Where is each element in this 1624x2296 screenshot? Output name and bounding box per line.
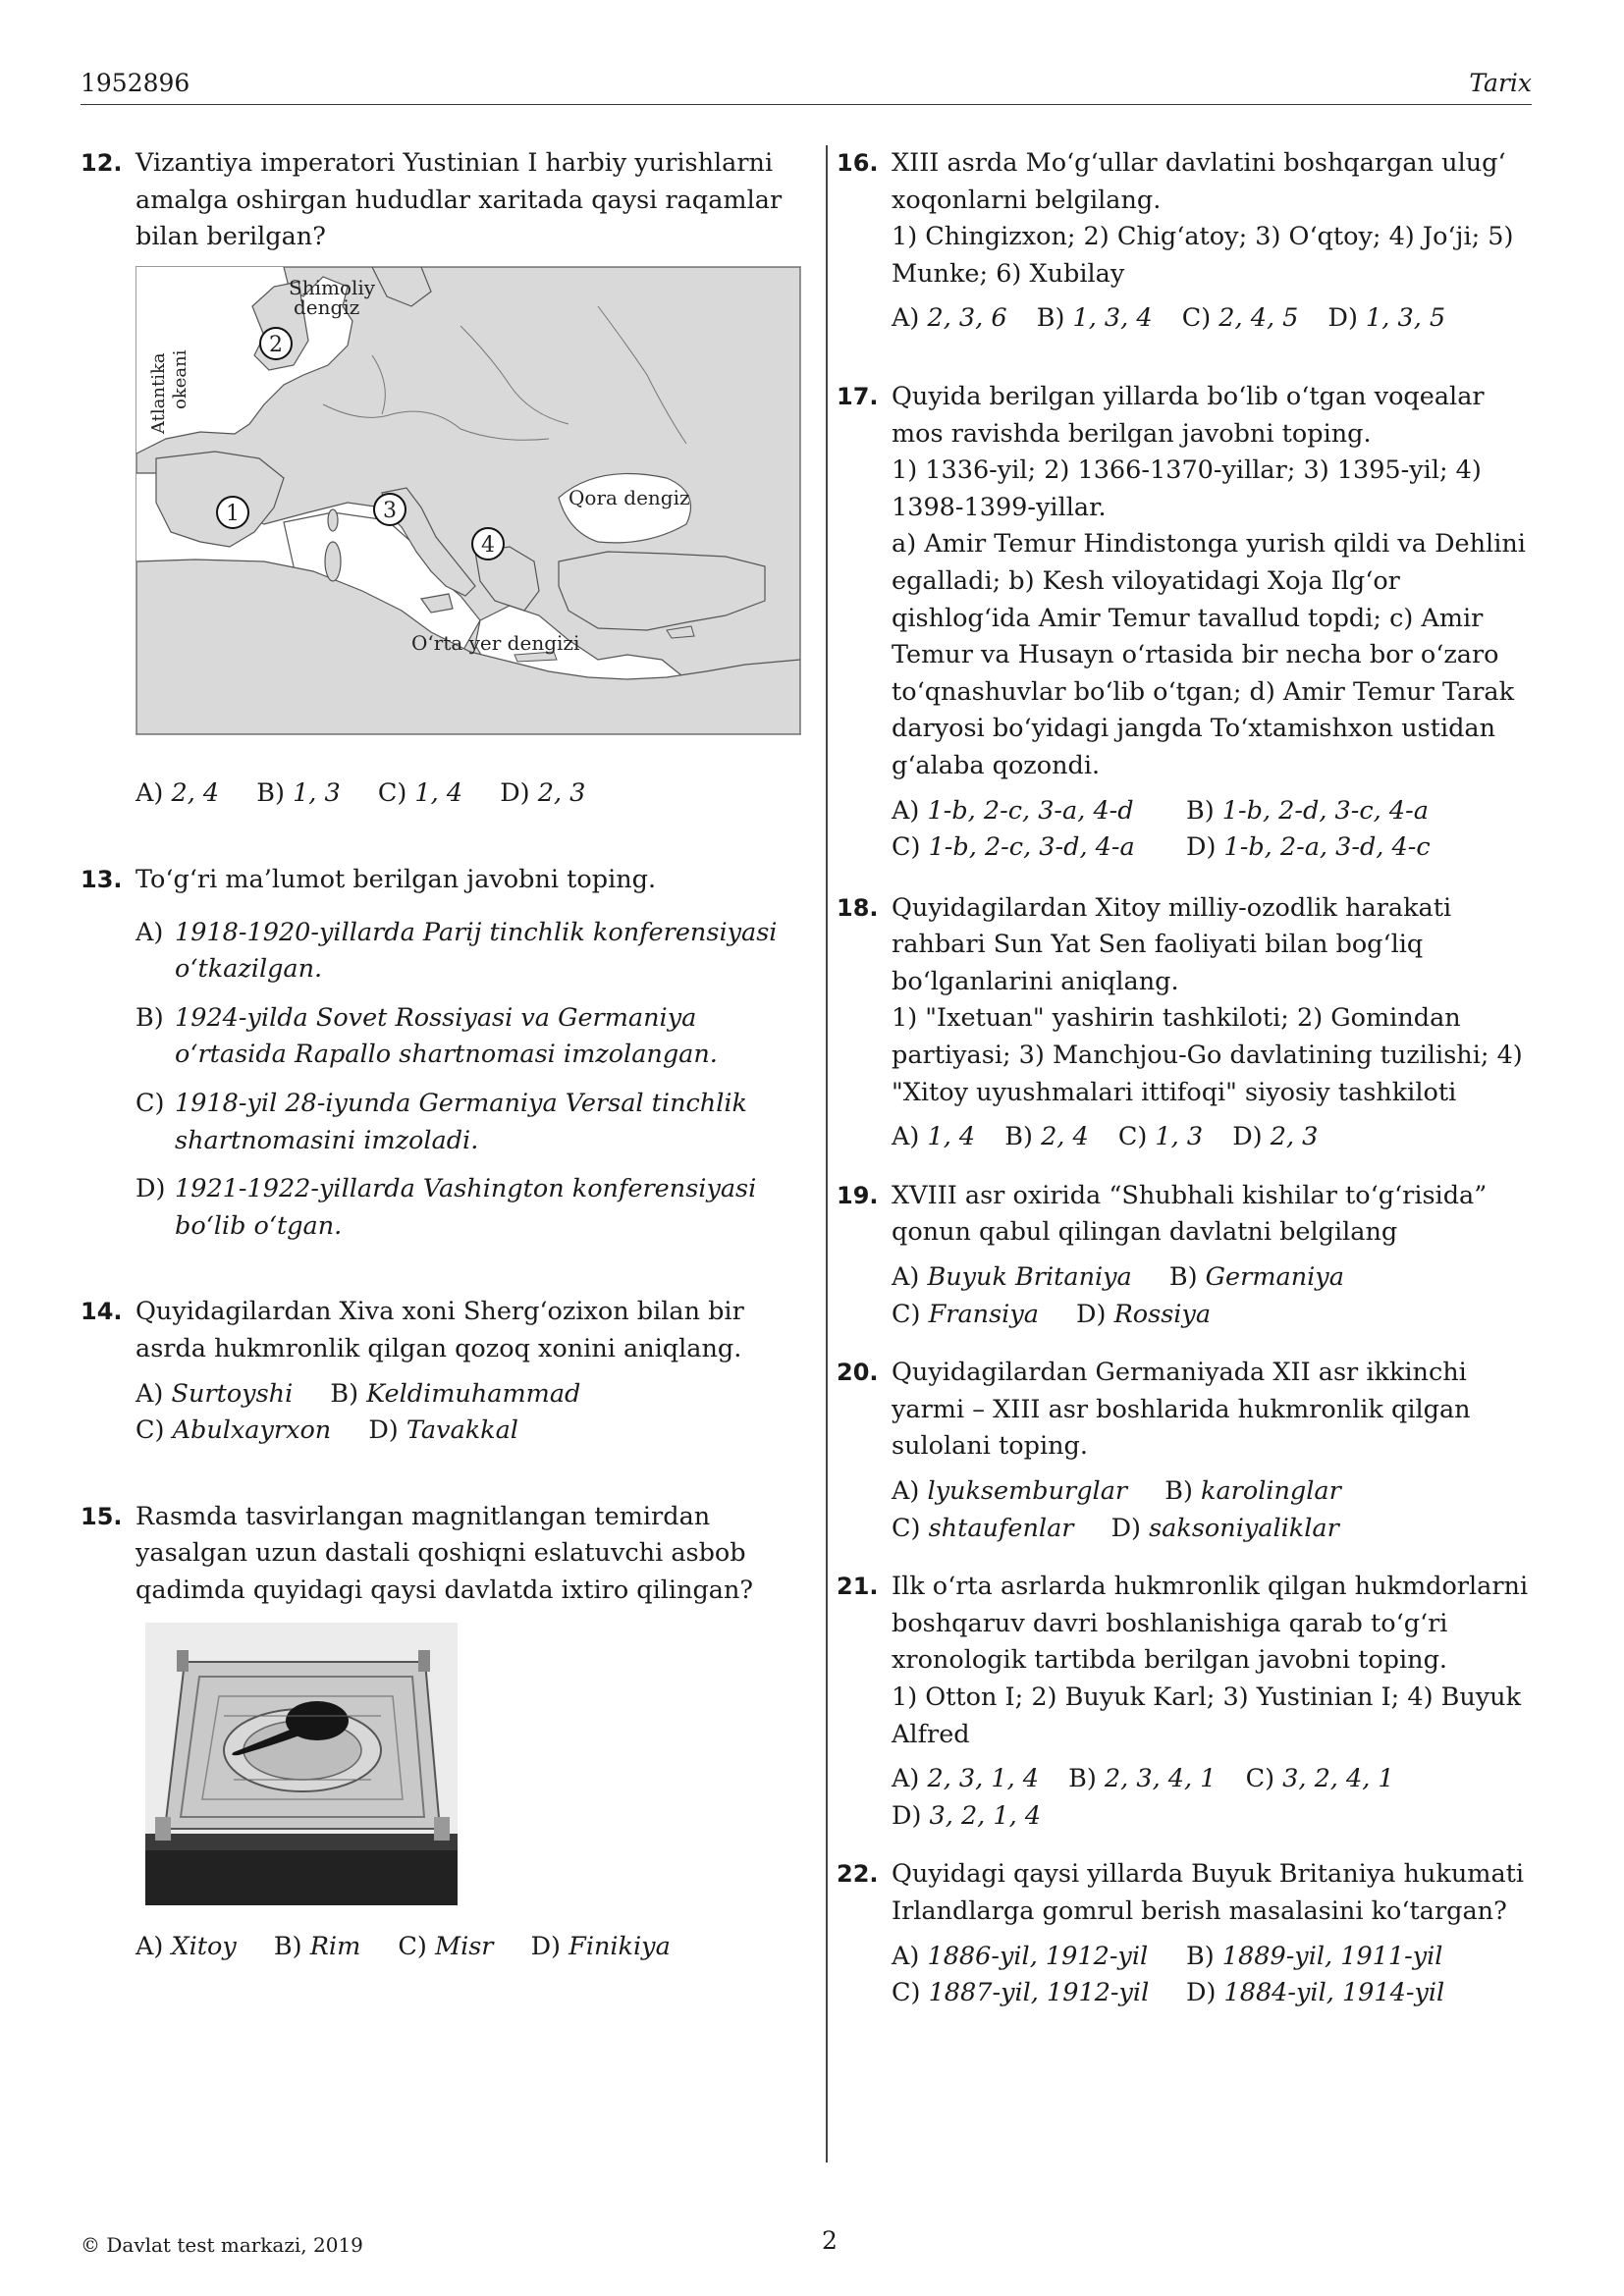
answer-options	[892, 300, 1532, 338]
option-c[interactable]: C) shtaufenlar	[892, 1513, 1074, 1543]
option-c[interactable]: C) 3, 2, 4, 1	[1245, 1764, 1394, 1794]
question-text: Vizantiya imperatori Yustinian I harbiy yurishlarni amalga oshirgan hududlar xaritada qaysi raqamlar bilan berilgan?	[135, 148, 783, 252]
option-c[interactable]: C) 1, 3	[1117, 1122, 1204, 1152]
option-a[interactable]: A) 1-b, 2-c, 3-a, 4-d	[892, 795, 1134, 826]
question-number: 18.	[837, 893, 879, 922]
question-13	[81, 862, 807, 1245]
option-d[interactable]: D) Finikiya	[530, 1932, 671, 1962]
page-header	[81, 65, 1532, 105]
svg-text:2: 2	[269, 332, 283, 357]
question-number: 17.	[837, 382, 879, 410]
map-marker-3	[374, 494, 406, 525]
question-number: 16.	[837, 149, 879, 177]
option-a[interactable]: A) 1886-yil, 1912-yil	[892, 1941, 1149, 1971]
option-c[interactable]: C) Misr	[398, 1932, 494, 1962]
question-text: Quyidagilardan Xiva xoni Sherg‘ozixon bilan bir asrda hukmronlik qilgan qozoq xonini aniqlang.	[135, 1297, 744, 1363]
test-code: 1952896	[81, 69, 190, 97]
question-16	[837, 145, 1532, 338]
svg-text:4: 4	[481, 532, 495, 558]
option-d[interactable]: D) Rossiya	[1076, 1299, 1212, 1329]
option-b[interactable]: B) 1889-yil, 1911-yil	[1186, 1941, 1443, 1971]
answer-options	[892, 1939, 1532, 2012]
question-20	[837, 1355, 1532, 1547]
question-list: 1) Chingizxon; 2) Chig‘atoy; 3) O‘qtoy; 4) Jo‘ji; 5) Munke; 6) Xubilay	[892, 222, 1514, 289]
north-sea-label-2: dengiz	[294, 294, 360, 319]
option-a[interactable]: A) 2, 4	[135, 778, 220, 809]
option-a[interactable]: A) 2, 3, 1, 4	[892, 1764, 1040, 1794]
compass-photo-figure	[145, 1623, 458, 1905]
answer-options	[135, 1929, 807, 1966]
option-b[interactable]: B) 2, 3, 4, 1	[1068, 1764, 1217, 1794]
svg-text:3: 3	[383, 498, 397, 523]
footer-copyright: © Davlat test markazi, 2019	[81, 2233, 363, 2257]
question-number: 15.	[81, 1502, 123, 1530]
option-d[interactable]: D) 2, 3	[500, 778, 586, 809]
europe-map-figure	[135, 266, 801, 735]
question-14	[81, 1294, 807, 1449]
answer-options	[135, 775, 807, 813]
question-text: Quyidagilardan Xitoy milliy-ozodlik harakati rahbari Sun Yat Sen faoliyati bilan bog‘liq bo‘lganlarini aniqlang.	[892, 892, 1452, 996]
question-21	[837, 1569, 1532, 1835]
question-text: Ilk o‘rta asrlarda hukmronlik qilgan hukmdorlarni boshqaruv davri boshlanishiga qarab to‘g‘ri xronologik tartibda berilgan javobni toping.	[892, 1572, 1529, 1676]
black-sea-label: Qora dengiz	[568, 485, 690, 509]
option-a[interactable]: A) 1918-1920-yillarda Parij tinchlik konferensiyasi o‘tkazilgan.	[135, 917, 778, 985]
answer-options	[135, 1376, 807, 1450]
question-list: 1) Otton I; 2) Buyuk Karl; 3) Yustinian I; 4) Buyuk Alfred	[892, 1682, 1522, 1749]
option-a[interactable]: A) 2, 3, 6	[892, 303, 1007, 334]
question-events: a) Amir Temur Hindistonga yurish qildi va Dehlini egalladi; b) Kesh viloyatidagi Xoja Ilg‘or qishlog‘ida Amir Temur tavallud topdi; c) Amir Temur va Husayn o‘rtasida bir necha bor o‘zaro to‘qnashuvlar bo‘lib o‘tgan; d) Amir Temur Tarak daryosi bo‘yidagi jangda To‘xtamishxon ustidan g‘alaba qozondi.	[892, 529, 1526, 780]
map-marker-1	[217, 497, 248, 528]
option-b[interactable]: B) Rim	[273, 1932, 361, 1962]
question-number: 12.	[81, 149, 123, 177]
map-marker-4	[472, 528, 504, 560]
option-b[interactable]: B) 2, 4	[1004, 1122, 1089, 1152]
question-number: 14.	[81, 1298, 123, 1326]
question-18	[837, 890, 1532, 1156]
option-b[interactable]: B) 1924-yilda Sovet Rossiyasi va Germaniya o‘rtasida Rapallo shartnomasi imzolangan.	[135, 1002, 718, 1070]
question-number: 13.	[81, 865, 123, 893]
left-column	[81, 145, 807, 1966]
answer-options	[892, 1761, 1532, 1835]
mediterranean-label: O‘rta yer dengizi	[411, 630, 580, 655]
option-d[interactable]: D) 3, 2, 1, 4	[892, 1800, 1042, 1831]
subject-title: Tarix	[1469, 69, 1532, 97]
right-column	[837, 145, 1532, 2012]
svg-text:1: 1	[226, 501, 240, 526]
option-c[interactable]: C) 1-b, 2-c, 3-d, 4-a	[892, 832, 1135, 863]
question-number: 22.	[837, 1860, 879, 1889]
question-text: To‘g‘ri ma’lumot berilgan javobni toping.	[135, 864, 657, 894]
option-c[interactable]: C) 2, 4, 5	[1181, 303, 1299, 334]
question-12	[81, 145, 807, 813]
option-d[interactable]: D) saksoniyaliklar	[1110, 1513, 1339, 1543]
answer-options	[892, 1119, 1532, 1156]
option-a[interactable]: A) Buyuk Britaniya	[892, 1262, 1132, 1293]
option-d[interactable]: D) 1921-1922-yillarda Vashington konferensiyasi bo‘lib o‘tgan.	[135, 1174, 757, 1241]
answer-options	[892, 793, 1532, 867]
option-d[interactable]: D) 1, 3, 5	[1327, 303, 1446, 334]
option-c[interactable]: C) 1887-yil, 1912-yil	[892, 1978, 1150, 2008]
option-a[interactable]: A) lyuksemburglar	[892, 1476, 1128, 1506]
question-text: Quyidagi qaysi yillarda Buyuk Britaniya hukumati Irlandlarga gomrul berish masalasini ko‘targan?	[892, 1859, 1525, 1926]
question-text: XVIII asr oxirida “Shubhali kishilar to‘g‘risida” qonun qabul qilingan davlatni belgilang	[892, 1180, 1488, 1248]
option-c[interactable]: C) 1918-yil 28-iyunda Germaniya Versal tinchlik shartnomasini imzoladi.	[135, 1088, 747, 1155]
option-a[interactable]: A) Surtoyshi	[135, 1378, 294, 1409]
question-22	[837, 1856, 1532, 2011]
option-d[interactable]: D) Tavakkal	[368, 1415, 518, 1446]
option-d[interactable]: D) 1-b, 2-a, 3-d, 4-c	[1186, 832, 1431, 863]
atlantic-label-2: okeani	[170, 349, 190, 409]
map-marker-2	[260, 328, 292, 359]
question-number: 20.	[837, 1359, 879, 1387]
option-c[interactable]: C) Fransiya	[892, 1299, 1039, 1329]
question-text: Quyidagilardan Germaniyada XII asr ikkinchi yarmi – XIII asr boshlarida hukmronlik qilgan sulolani toping.	[892, 1358, 1471, 1462]
question-number: 19.	[837, 1181, 879, 1209]
north-sea-label: Shimoliy	[289, 275, 376, 299]
answer-options	[135, 915, 807, 1246]
question-number: 21.	[837, 1573, 879, 1601]
option-d[interactable]: D) 2, 3	[1232, 1122, 1319, 1152]
question-17	[837, 379, 1532, 867]
column-divider	[826, 145, 828, 2163]
option-b[interactable]: B) Keldimuhammad	[330, 1378, 581, 1409]
question-15	[81, 1499, 807, 1966]
option-a[interactable]: A) 1, 4	[892, 1122, 976, 1152]
option-c[interactable]: C) 1, 4	[377, 778, 463, 809]
answer-options	[892, 1473, 1532, 1547]
answer-options	[892, 1259, 1532, 1333]
option-b[interactable]: B) Germaniya	[1168, 1262, 1344, 1293]
question-text: Quyida berilgan yillarda bo‘lib o‘tgan voqealar mos ravishda berilgan javobni toping.	[892, 381, 1485, 449]
question-text: XIII asrda Mo‘g‘ullar davlatini boshqargan ulug‘ xoqonlarni belgilang.	[892, 148, 1506, 215]
question-19	[837, 1178, 1532, 1333]
question-list: 1) 1336-yil; 2) 1366-1370-yillar; 3) 1395-yil; 4) 1398-1399-yillar.	[892, 455, 1482, 522]
option-b[interactable]: B) 1, 3, 4	[1036, 303, 1153, 334]
question-list: 1) "Ixetuan" yashirin tashkiloti; 2) Gomindan partiyasi; 3) Manchjou-Go davlatining tuzilishi; 4) "Xitoy uyushmalari ittifoqi" siyosiy tashkiloti	[892, 1003, 1523, 1107]
atlantic-label: Atlantika	[148, 352, 169, 434]
option-b[interactable]: B) 1-b, 2-d, 3-c, 4-a	[1186, 795, 1429, 826]
option-b[interactable]: B) 1, 3	[256, 778, 341, 809]
option-d[interactable]: D) 1884-yil, 1914-yil	[1186, 1978, 1445, 2008]
option-a[interactable]: A) Xitoy	[135, 1932, 237, 1962]
question-text: Rasmda tasvirlangan magnitlangan temirdan yasalgan uzun dastali qoshiqni eslatuvchi asbob qadimda quyidagi qaysi davlatda ixtiro qilingan?	[135, 1501, 754, 1605]
option-b[interactable]: B) karolinglar	[1164, 1476, 1341, 1506]
option-c[interactable]: C) Abulxayrxon	[135, 1415, 332, 1446]
page-number: 2	[822, 2226, 838, 2255]
